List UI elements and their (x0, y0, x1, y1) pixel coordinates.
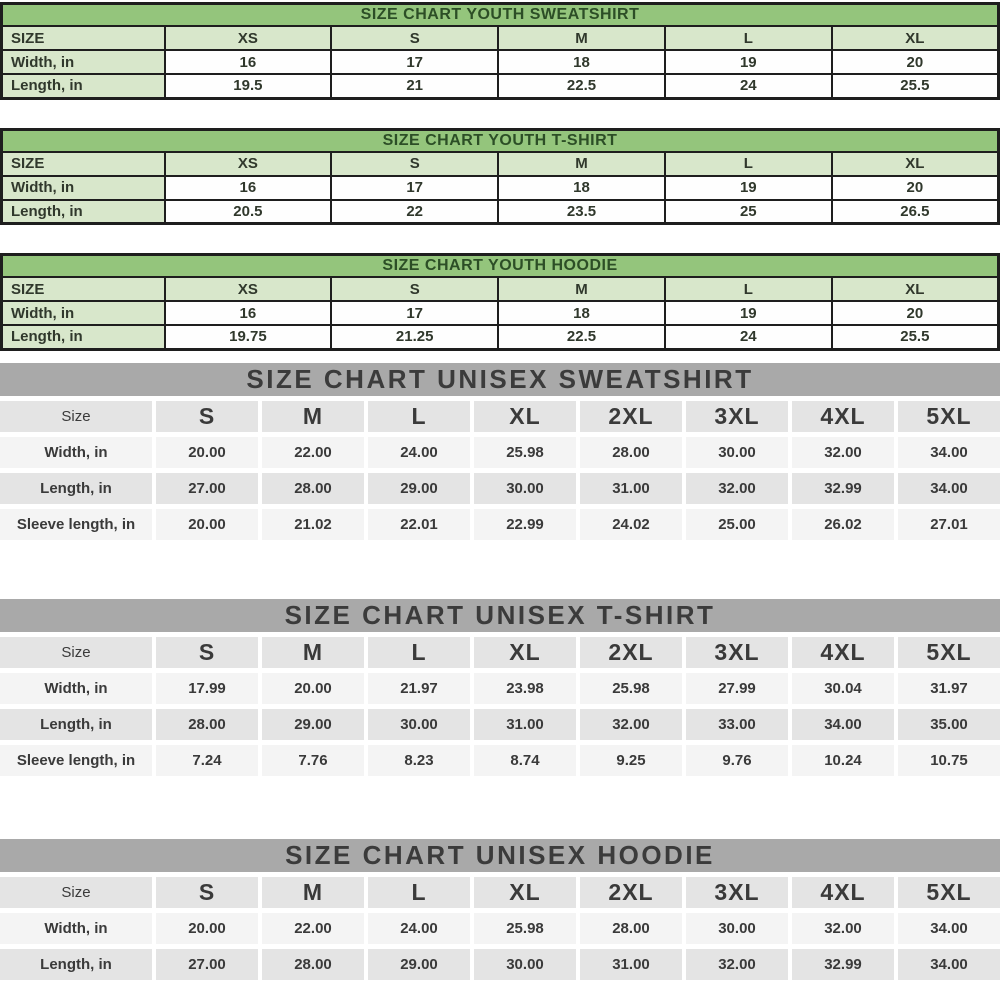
table-cell: 25.98 (474, 913, 576, 944)
table-cell: 31.00 (474, 709, 576, 740)
table-cell: 32.00 (792, 437, 894, 468)
table-row (0, 673, 1000, 704)
table-cell: 23.5 (498, 200, 665, 224)
table-cell: 34.00 (898, 949, 1000, 980)
table-title: SIZE CHART UNISEX T-SHIRT (0, 599, 1000, 632)
column-header: M (262, 637, 364, 668)
table-cell: 29.00 (262, 709, 364, 740)
table-cell: 19 (665, 176, 832, 200)
table-cell: 18 (498, 176, 665, 200)
size-chart-youth-sweatshirt-table (0, 2, 1000, 100)
table-cell: 24 (665, 74, 832, 98)
size-chart-unisex-hoodie-table (0, 839, 1000, 980)
size-charts-page (0, 2, 1000, 980)
size-column-header: Size (0, 637, 152, 668)
table-cell: 20.00 (156, 509, 258, 540)
table-cell: 30.00 (368, 709, 470, 740)
table-cell: 25.5 (832, 74, 999, 98)
table-cell: 20 (832, 176, 999, 200)
table-row (2, 176, 999, 200)
table-cell: 9.76 (686, 745, 788, 776)
table-cell: 22.01 (368, 509, 470, 540)
table-cell: 17.99 (156, 673, 258, 704)
table-cell: 8.74 (474, 745, 576, 776)
table-cell: 7.76 (262, 745, 364, 776)
column-header: S (156, 877, 258, 908)
size-column-header: SIZE (2, 26, 165, 50)
column-header: L (665, 26, 832, 50)
table-cell: 25.5 (832, 325, 999, 349)
table-row (0, 709, 1000, 740)
size-chart-unisex-t-shirt-table (0, 599, 1000, 776)
column-header: 4XL (792, 637, 894, 668)
row-label: Length, in (0, 709, 152, 740)
table-cell: 34.00 (898, 437, 1000, 468)
table-title: SIZE CHART UNISEX HOODIE (0, 839, 1000, 872)
table-cell: 25.98 (580, 673, 682, 704)
size-column-header: Size (0, 401, 152, 432)
table-row (0, 437, 1000, 468)
column-header: L (368, 637, 470, 668)
table-cell: 27.00 (156, 473, 258, 504)
table-cell: 20.5 (165, 200, 332, 224)
row-label: Length, in (0, 473, 152, 504)
table-cell: 16 (165, 176, 332, 200)
table-cell: 34.00 (898, 473, 1000, 504)
row-label: Width, in (2, 301, 165, 325)
table-row (2, 200, 999, 224)
table-cell: 20 (832, 301, 999, 325)
column-header: 3XL (686, 401, 788, 432)
table-header-row (2, 152, 999, 176)
table-cell: 21.25 (331, 325, 498, 349)
table-row (0, 473, 1000, 504)
table-cell: 31.00 (580, 949, 682, 980)
column-header: S (156, 401, 258, 432)
table-title-row (2, 4, 999, 27)
column-header: 3XL (686, 877, 788, 908)
table-cell: 23.98 (474, 673, 576, 704)
table-cell: 30.00 (686, 437, 788, 468)
row-label: Width, in (2, 50, 165, 74)
column-header: XL (832, 277, 999, 301)
table-row (2, 301, 999, 325)
column-header: M (262, 877, 364, 908)
column-header: S (331, 152, 498, 176)
table-cell: 20.00 (156, 913, 258, 944)
column-header: XL (832, 26, 999, 50)
table-row (2, 325, 999, 349)
column-header: 4XL (792, 401, 894, 432)
row-label: Length, in (2, 74, 165, 98)
row-label: Length, in (0, 949, 152, 980)
column-header: M (498, 26, 665, 50)
column-header: 4XL (792, 877, 894, 908)
table-cell: 32.00 (580, 709, 682, 740)
column-header: L (665, 152, 832, 176)
table-cell: 16 (165, 50, 332, 74)
table-cell: 9.25 (580, 745, 682, 776)
table-cell: 24.00 (368, 437, 470, 468)
table-cell: 19 (665, 301, 832, 325)
column-header: L (368, 401, 470, 432)
table-cell: 28.00 (262, 473, 364, 504)
table-row (0, 913, 1000, 944)
table-cell: 21.02 (262, 509, 364, 540)
column-header: S (331, 277, 498, 301)
table-cell: 28.00 (262, 949, 364, 980)
table-header-row (0, 401, 1000, 432)
size-column-header: SIZE (2, 152, 165, 176)
table-cell: 32.00 (686, 473, 788, 504)
column-header: 2XL (580, 637, 682, 668)
table-cell: 26.02 (792, 509, 894, 540)
table-cell: 18 (498, 50, 665, 74)
column-header: XL (474, 401, 576, 432)
column-header: XL (474, 877, 576, 908)
column-header: S (156, 637, 258, 668)
table-cell: 34.00 (898, 913, 1000, 944)
size-column-header: SIZE (2, 277, 165, 301)
table-cell: 20 (832, 50, 999, 74)
row-label: Sleeve length, in (0, 509, 152, 540)
column-header: 5XL (898, 401, 1000, 432)
column-header: XL (832, 152, 999, 176)
table-title: SIZE CHART UNISEX SWEATSHIRT (0, 363, 1000, 396)
table-row (2, 50, 999, 74)
table-cell: 32.00 (686, 949, 788, 980)
table-cell: 8.23 (368, 745, 470, 776)
column-header: XS (165, 277, 332, 301)
table-row (0, 509, 1000, 540)
table-title: SIZE CHART YOUTH SWEATSHIRT (2, 4, 999, 27)
size-chart-youth-t-shirt-table (0, 128, 1000, 226)
column-header: S (331, 26, 498, 50)
table-cell: 24.00 (368, 913, 470, 944)
table-cell: 28.00 (580, 437, 682, 468)
table-cell: 17 (331, 176, 498, 200)
table-cell: 29.00 (368, 949, 470, 980)
table-cell: 30.04 (792, 673, 894, 704)
column-header: 2XL (580, 401, 682, 432)
column-header: XS (165, 26, 332, 50)
table-cell: 22.00 (262, 913, 364, 944)
table-cell: 25.98 (474, 437, 576, 468)
column-header: M (262, 401, 364, 432)
table-cell: 24 (665, 325, 832, 349)
table-title-row (2, 255, 999, 278)
row-label: Width, in (2, 176, 165, 200)
size-chart-unisex-sweatshirt-table (0, 363, 1000, 540)
table-cell: 24.02 (580, 509, 682, 540)
column-header: 5XL (898, 877, 1000, 908)
table-title: SIZE CHART YOUTH T-SHIRT (2, 129, 999, 152)
row-label: Width, in (0, 913, 152, 944)
table-cell: 21 (331, 74, 498, 98)
table-header-row (2, 277, 999, 301)
table-cell: 31.00 (580, 473, 682, 504)
column-header: 3XL (686, 637, 788, 668)
table-cell: 19.75 (165, 325, 332, 349)
table-cell: 27.00 (156, 949, 258, 980)
column-header: M (498, 152, 665, 176)
table-cell: 35.00 (898, 709, 1000, 740)
row-label: Length, in (2, 325, 165, 349)
table-cell: 30.00 (474, 949, 576, 980)
table-cell: 31.97 (898, 673, 1000, 704)
table-cell: 22.00 (262, 437, 364, 468)
column-header: L (665, 277, 832, 301)
row-label: Sleeve length, in (0, 745, 152, 776)
table-cell: 17 (331, 50, 498, 74)
table-cell: 29.00 (368, 473, 470, 504)
table-cell: 32.99 (792, 949, 894, 980)
column-header: M (498, 277, 665, 301)
table-cell: 27.01 (898, 509, 1000, 540)
row-label: Length, in (2, 200, 165, 224)
row-label: Width, in (0, 673, 152, 704)
table-cell: 28.00 (580, 913, 682, 944)
table-row (0, 745, 1000, 776)
table-cell: 32.99 (792, 473, 894, 504)
column-header: XL (474, 637, 576, 668)
table-cell: 7.24 (156, 745, 258, 776)
column-header: 2XL (580, 877, 682, 908)
size-chart-youth-hoodie-table (0, 253, 1000, 351)
table-cell: 10.75 (898, 745, 1000, 776)
row-label: Width, in (0, 437, 152, 468)
table-cell: 27.99 (686, 673, 788, 704)
table-cell: 34.00 (792, 709, 894, 740)
size-column-header: Size (0, 877, 152, 908)
table-cell: 26.5 (832, 200, 999, 224)
table-title-row (2, 129, 999, 152)
column-header: 5XL (898, 637, 1000, 668)
table-cell: 28.00 (156, 709, 258, 740)
table-cell: 30.00 (686, 913, 788, 944)
table-cell: 25.00 (686, 509, 788, 540)
column-header: XS (165, 152, 332, 176)
table-cell: 20.00 (262, 673, 364, 704)
table-cell: 19 (665, 50, 832, 74)
table-title: SIZE CHART YOUTH HOODIE (2, 255, 999, 278)
table-row (0, 949, 1000, 980)
table-cell: 20.00 (156, 437, 258, 468)
table-cell: 22.5 (498, 325, 665, 349)
table-cell: 19.5 (165, 74, 332, 98)
table-cell: 22.99 (474, 509, 576, 540)
table-cell: 21.97 (368, 673, 470, 704)
table-cell: 33.00 (686, 709, 788, 740)
table-cell: 32.00 (792, 913, 894, 944)
table-row (2, 74, 999, 98)
table-header-row (0, 637, 1000, 668)
table-cell: 18 (498, 301, 665, 325)
table-cell: 25 (665, 200, 832, 224)
table-header-row (2, 26, 999, 50)
table-cell: 22.5 (498, 74, 665, 98)
column-header: L (368, 877, 470, 908)
table-header-row (0, 877, 1000, 908)
table-cell: 22 (331, 200, 498, 224)
table-cell: 16 (165, 301, 332, 325)
table-cell: 17 (331, 301, 498, 325)
table-cell: 10.24 (792, 745, 894, 776)
table-cell: 30.00 (474, 473, 576, 504)
